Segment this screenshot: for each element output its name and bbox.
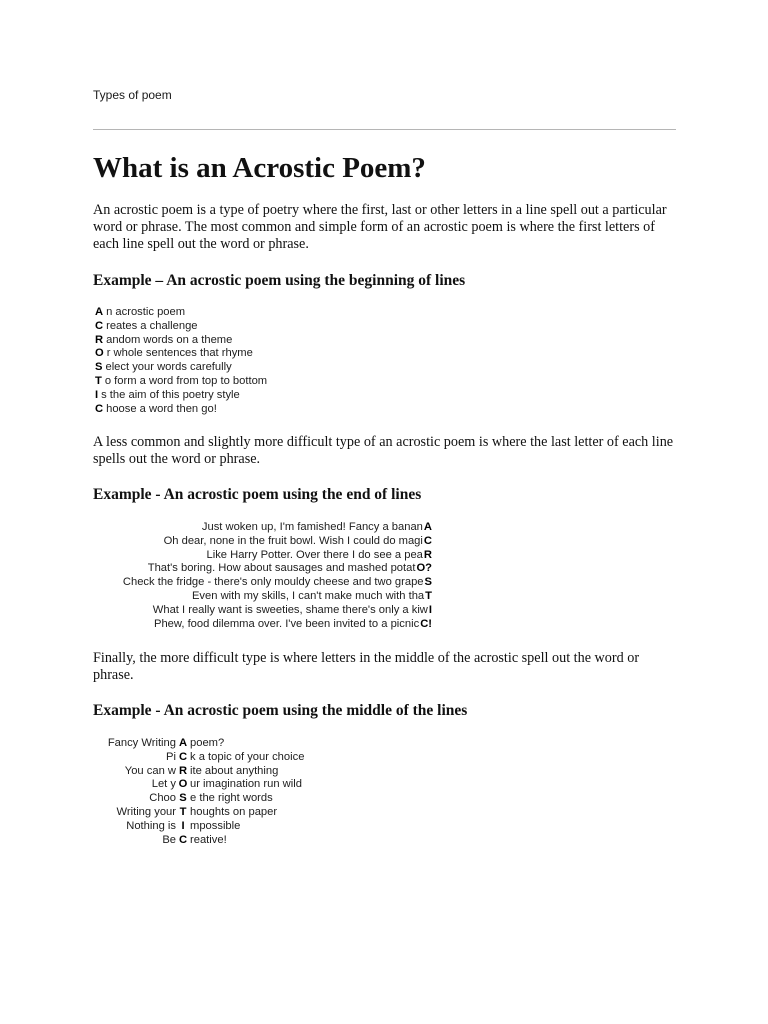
line-text: That's boring. How about sausages and mashed potat bbox=[147, 562, 416, 575]
middle-letter-paragraph: Finally, the more difficult type is where letters in the middle of the acrostic spell out the word or phrase. bbox=[93, 650, 640, 683]
line-text: Even with my skills, I can't make much with tha bbox=[191, 589, 425, 602]
acrostic-poem-middle bbox=[60, 737, 304, 847]
acrostic-poem-end bbox=[60, 521, 432, 631]
line-text: Just woken up, I'm famished! Fancy a banan bbox=[201, 521, 423, 533]
line-suffix: houghts on paper bbox=[190, 805, 278, 818]
acrostic-letter: R bbox=[423, 548, 432, 561]
line-suffix: e the right words bbox=[190, 792, 273, 805]
poem-line bbox=[60, 792, 304, 806]
line-suffix: ur imagination run wild bbox=[190, 778, 302, 791]
acrostic-letter: C bbox=[95, 402, 104, 415]
poem-line bbox=[60, 778, 304, 792]
line-text: Like Harry Potter. Over there I do see a pea bbox=[206, 548, 423, 561]
acrostic-letter: C! bbox=[420, 617, 432, 630]
line-text: Check the fridge - there's only mouldy cheese and two grape bbox=[122, 576, 424, 589]
acrostic-letter: O bbox=[178, 778, 188, 791]
line-suffix: ite about anything bbox=[190, 764, 279, 777]
poem-line bbox=[95, 347, 267, 361]
acrostic-letter: A bbox=[95, 306, 104, 318]
acrostic-letter: C bbox=[95, 319, 104, 332]
line-text: elect your words carefully bbox=[105, 361, 232, 374]
line-prefix: Nothing is bbox=[126, 819, 176, 832]
line-text: Oh dear, none in the fruit bowl. Wish I could do magi bbox=[163, 534, 423, 547]
poem-line bbox=[60, 521, 432, 535]
line-prefix: Writing your bbox=[116, 805, 176, 818]
line-text: n acrostic poem bbox=[106, 306, 186, 318]
line-suffix: mpossible bbox=[190, 819, 241, 832]
line-text: reates a challenge bbox=[106, 319, 198, 332]
line-text: o form a word from top to bottom bbox=[104, 374, 268, 387]
acrostic-letter: I bbox=[95, 388, 99, 401]
line-suffix: k a topic of your choice bbox=[190, 750, 305, 763]
acrostic-letter: A bbox=[178, 737, 188, 749]
line-suffix: reative! bbox=[190, 833, 227, 846]
line-text: andom words on a theme bbox=[106, 333, 233, 346]
poem-line bbox=[60, 834, 304, 848]
line-prefix: Let y bbox=[151, 778, 176, 791]
line-text: r whole sentences that rhyme bbox=[106, 347, 253, 360]
line-text: hoose a word then go! bbox=[106, 402, 217, 415]
poem-line bbox=[95, 361, 267, 375]
acrostic-letter: C bbox=[423, 534, 432, 547]
poem-line bbox=[60, 535, 432, 549]
acrostic-letter: S bbox=[424, 576, 432, 589]
poem-line bbox=[95, 334, 267, 348]
acrostic-letter: R bbox=[95, 333, 104, 346]
example-middle-heading: Example - An acrostic poem using the middle of the lines bbox=[93, 702, 468, 719]
poem-line bbox=[95, 320, 267, 334]
acrostic-letter: O? bbox=[416, 562, 432, 575]
acrostic-letter: S bbox=[179, 792, 187, 805]
line-prefix: Pi bbox=[166, 750, 176, 763]
poem-line bbox=[95, 375, 267, 389]
acrostic-letter: C bbox=[178, 750, 188, 763]
line-prefix: You can w bbox=[124, 764, 176, 777]
poem-line bbox=[60, 820, 304, 834]
header-divider bbox=[93, 129, 676, 130]
line-text: s the aim of this poetry style bbox=[101, 388, 240, 401]
acrostic-letter: I bbox=[428, 603, 432, 616]
acrostic-letter: A bbox=[423, 521, 432, 533]
poem-line bbox=[60, 562, 432, 576]
poem-line bbox=[95, 389, 267, 403]
example-begin-heading: Example – An acrostic poem using the beginning of lines bbox=[93, 272, 466, 289]
end-letter-paragraph: A less common and slightly more difficult type of an acrostic poem is where the last letter of each line spells out the word or phrase. bbox=[93, 434, 674, 467]
acrostic-letter: I bbox=[181, 819, 185, 832]
poem-line bbox=[60, 576, 432, 590]
line-prefix: Choo bbox=[149, 792, 176, 805]
poem-line bbox=[95, 403, 267, 417]
acrostic-letter: S bbox=[95, 361, 103, 374]
poem-line bbox=[60, 806, 304, 820]
poem-line bbox=[60, 751, 304, 765]
acrostic-letter: C bbox=[178, 833, 188, 846]
page-title: What is an Acrostic Poem? bbox=[93, 152, 426, 184]
line-prefix: Be bbox=[162, 833, 176, 846]
poem-line bbox=[60, 618, 432, 632]
poem-line bbox=[60, 549, 432, 563]
line-prefix: Fancy Writing bbox=[107, 737, 176, 749]
acrostic-letter: O bbox=[95, 347, 104, 360]
line-text: Phew, food dilemma over. I've been invited to a picnic bbox=[153, 617, 420, 630]
intro-paragraph: An acrostic poem is a type of poetry where the first, last or other letters in a line spell out a particular word or phrase. The most common and simple form of an acrostic poem is where the first letters of each line spell out the word or phrase. bbox=[93, 202, 667, 252]
page-header-label: Types of poem bbox=[93, 88, 172, 102]
line-suffix: poem? bbox=[190, 737, 225, 749]
line-text: What I really want is sweeties, shame there's only a kiw bbox=[152, 603, 428, 616]
acrostic-letter: T bbox=[425, 589, 432, 602]
poem-line bbox=[60, 737, 304, 751]
poem-line bbox=[60, 765, 304, 779]
acrostic-letter: T bbox=[95, 374, 102, 387]
poem-line bbox=[95, 306, 267, 320]
acrostic-letter: R bbox=[178, 764, 188, 777]
poem-line bbox=[60, 590, 432, 604]
poem-line bbox=[60, 604, 432, 618]
acrostic-poem-begin bbox=[95, 306, 267, 416]
acrostic-letter: T bbox=[179, 805, 187, 818]
example-end-heading: Example - An acrostic poem using the end of lines bbox=[93, 486, 422, 503]
